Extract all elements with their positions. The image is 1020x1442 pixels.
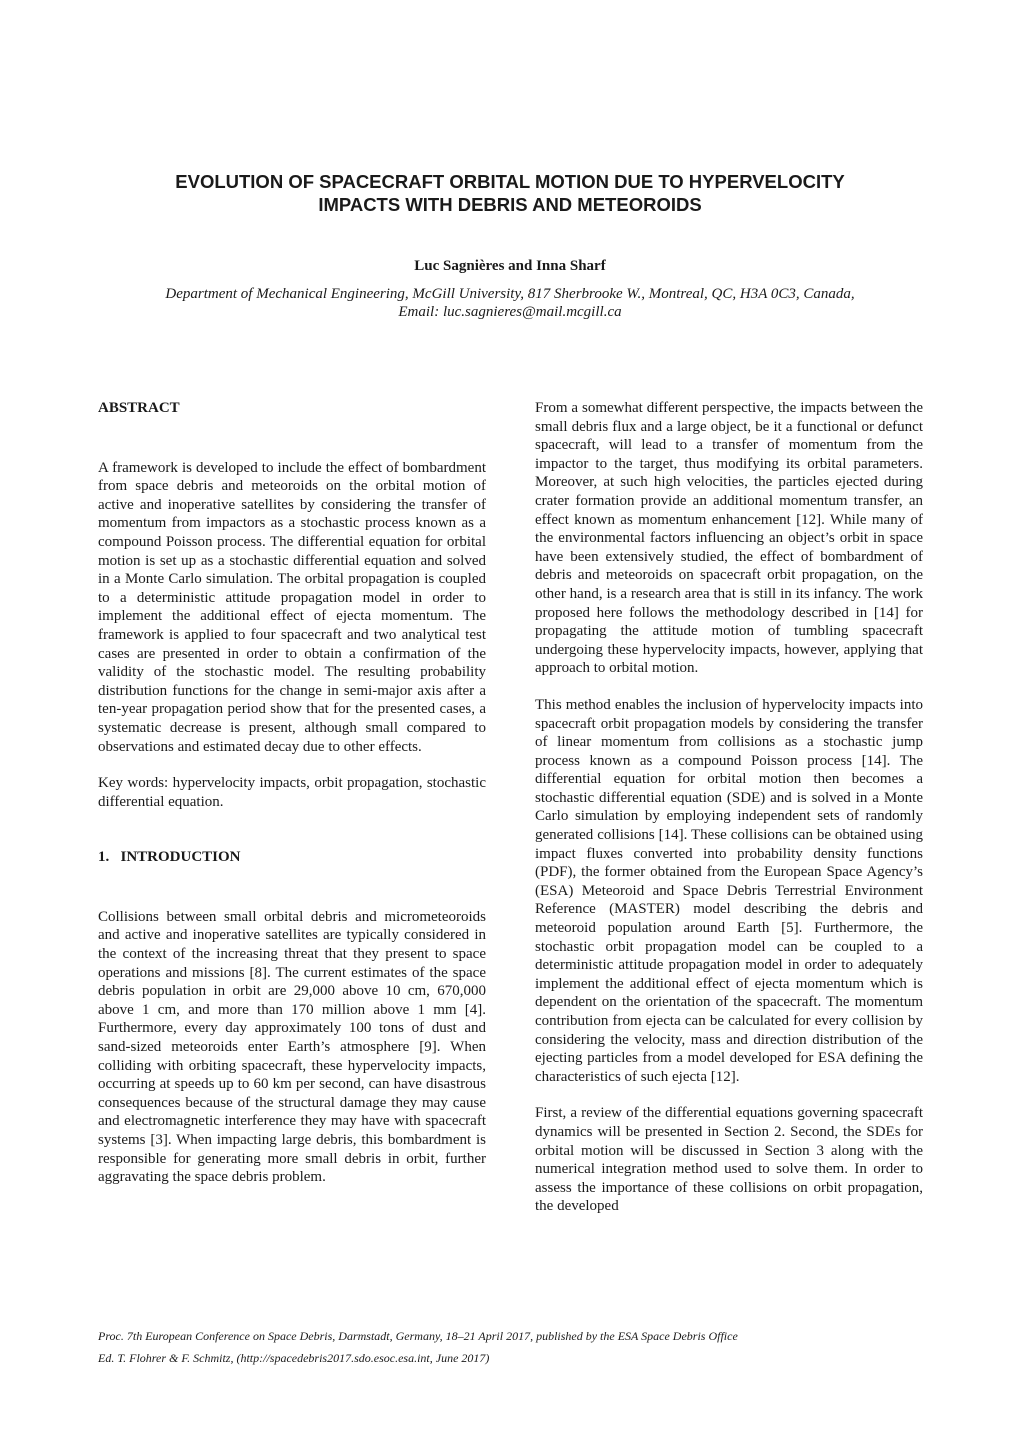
- affiliation-address: Department of Mechanical Engineering, McGill University, 817 Sherbrooke W., Montreal, QC, H3A 0C3, Canada,: [165, 286, 855, 302]
- intro-paragraph-4: First, a review of the differential equations governing spacecraft dynamics will be presented in Section 2. Second, the SDEs for orbital motion will be discussed in Section 3 along with the numerical integration method used to solve them. In order to assess the importance of these collisions on orbit propagation, the developed: [535, 1105, 923, 1215]
- intro-paragraph-3: This method enables the inclusion of hypervelocity impacts into spacecraft orbit propagation models by considering the transfer of linear momentum from collisions as a stochastic jump process known as a compound Poisson process [14]. The differential equation for orbital motion then becomes a stochastic differential equation (SDE) and is solved in a Monte Carlo simulation by employing independent sets of randomly generated collisions [14]. These collisions can be obtained using impact fluxes converted into probability density functions (PDF), the former obtained from the European Space Agency’s (ESA) Meteoroid and Space Debris Terrestrial Environment Reference (MASTER) model describing the debris and meteoroid population around Earth [5]. Furthermore, the stochastic orbit propagation model can be coupled to a deterministic attitude propagation model in order to adequately implement the additional effect of ejecta momentum which is dependent on the orientation of the spacecraft. The momentum contribution from ejecta can be calculated for every collision by considering the velocity, mass and direction distribution of the ejecting particles from a model developed for ESA defining the characteristics of such ejecta [12].: [535, 696, 923, 1085]
- footer-citation: [98, 1325, 920, 1369]
- footer-editors: Ed. T. Flohrer & F. Schmitz, (http://spacedebris2017.sdo.esoc.esa.int, June 2017): [98, 1351, 490, 1365]
- affiliation: [100, 285, 920, 321]
- paper-title-line-1: EVOLUTION OF SPACECRAFT ORBITAL MOTION DUE TO HYPERVELOCITY: [175, 171, 845, 192]
- right-column: [535, 399, 923, 1216]
- footer-proceedings: Proc. 7th European Conference on Space Debris, Darmstadt, Germany, 18–21 April 2017, published by the ESA Space Debris Office: [98, 1329, 738, 1343]
- affiliation-email: Email: luc.sagnieres@mail.mcgill.ca: [398, 304, 622, 320]
- keywords: Key words: hypervelocity impacts, orbit propagation, stochastic differential equation.: [98, 775, 486, 810]
- author-list: Luc Sagnières and Inna Sharf: [414, 258, 606, 274]
- abstract-heading: ABSTRACT: [98, 400, 180, 416]
- abstract-text: A framework is developed to include the effect of bombardment from space debris and meteoroids on the orbital motion of active and inoperative satellites by considering the transfer of momentum from impactors as a stochastic process known as a compound Poisson process. The differential equation for orbital motion is set up as a stochastic differential equation and solved in a Monte Carlo simulation. The orbital propagation is coupled to a deterministic attitude propagation model in order to implement the additional effect of ejecta momentum. The framework is applied to four spacecraft and two analytical test cases are presented in order to obtain a confirmation of the validity of the stochastic model. The resulting probability distribution functions for the change in semi-major axis after a ten-year propagation period show that for the presented cases, a systematic decrease is present, although small compared to observations and estimated decay due to other effects.: [98, 459, 486, 755]
- introduction-heading: 1. INTRODUCTION: [98, 849, 241, 866]
- intro-paragraph-2: From a somewhat different perspective, the impacts between the small debris flux and a large object, be it a functional or defunct spacecraft, will lead to a transfer of momentum from the impactor to the target, thus modifying its orbital parameters. Moreover, at such high velocities, the particles ejected during crater formation provide an additional momentum transfer, an effect known as momentum enhancement [12]. While many of the environmental factors influencing an object’s orbit in space have been extensively studied, the effect of bombardment of debris and meteoroids on spacecraft orbit propagation, on the other hand, is a research area that is still in its infancy. The work proposed here follows the methodology described in [14] for propagating the attitude motion of tumbling spacecraft undergoing these hypervelocity impacts, however, applying that approach to orbital motion.: [535, 400, 923, 677]
- intro-paragraph-1: Collisions between small orbital debris and micrometeoroids and active and inoperative satellites are typically considered in the context of the increasing threat that they present to space operations and missions [8]. The current estimates of the space debris population in orbit are 29,000 above 10 cm, 670,000 above 1 cm, and more than 170 million above 1 mm [4]. Furthermore, every day approximately 100 tons of dust and sand-sized meteoroids enter Earth’s atmosphere [9]. When colliding with orbiting spacecraft, these hypervelocity impacts, occurring at speeds up to 60 km per second, can have disastrous consequences because of the structural damage they may cause and electromagnetic interference they may have with spacecraft systems [3]. When impacting large debris, this bombardment is responsible for generating more small debris in orbit, further aggravating the space debris problem.: [98, 908, 486, 1186]
- paper-title-line-2: IMPACTS WITH DEBRIS AND METEOROIDS: [318, 194, 702, 215]
- left-column: [98, 399, 486, 1187]
- paper-title: [100, 170, 920, 216]
